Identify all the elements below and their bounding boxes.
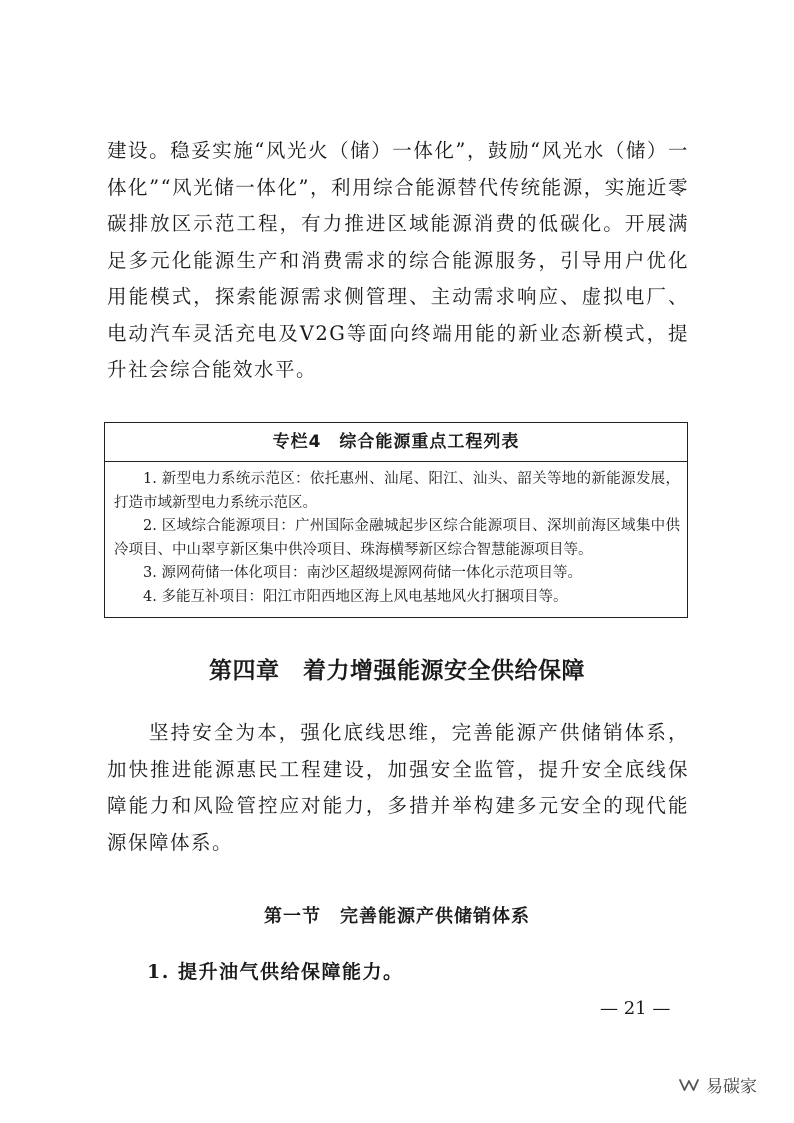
section-title: 第一节 完善能源产供储销体系: [264, 906, 530, 927]
column-box-item: 4. 多能互补项目：阳江市阳西地区海上风电基地风火打捆项目等。: [143, 588, 568, 605]
wechat-channel-icon: [678, 1077, 700, 1093]
column-box-title: 专栏4 综合能源重点工程列表: [105, 423, 687, 462]
column-box: [104, 422, 688, 618]
watermark: [678, 1072, 757, 1097]
body-paragraph-2: 坚持安全为本，强化底线思维，完善能源产供储销体系，加快推进能源惠民工程建设，加强安全监管，提升安全底线保障能力和风险管控应对能力，多措并举构建多元安全的现代能源保障体系。: [107, 721, 689, 854]
column-box-body: [105, 462, 687, 609]
page-number: — 21 —: [600, 998, 671, 1019]
subheading: 1. 提升油气供给保障能力。: [147, 961, 404, 983]
column-box-item: 3. 源网荷储一体化项目：南沙区超级堤源网荷储一体化示范项目等。: [143, 565, 582, 581]
column-box-item: 1. 新型电力系统示范区：依托惠州、汕尾、阳江、汕头、韶关等地的新能源发展，打造市域新型电力系统示范区。: [114, 471, 680, 511]
column-box-item: 2. 区域综合能源项目：广州国际金融城起步区综合能源项目、深圳前海区域集中供冷项目、中山翠亨新区集中供冷项目、珠海横琴新区综合智慧能源项目等。: [114, 518, 680, 558]
chapter-title: 第四章 着力增强能源安全供给保障: [209, 657, 585, 684]
body-paragraph-1: 建设。稳妥实施“风光火（储）一体化”，鼓励“风光水（储）一体化”“风光储一体化”，利用综合能源替代传统能源，实施近零碳排放区示范工程，有力推进区域能源消费的低碳化。开展满足多元化能源生产和消费需求的综合能源服务，引导用户优化用能模式，探索能源需求侧管理、主动需求响应、虚拟电厂、电动汽车灵活充电及V2G等面向终端用能的新业态新模式，提升社会综合能效水平。: [107, 139, 689, 381]
watermark-label: 易碳家: [706, 1077, 757, 1097]
